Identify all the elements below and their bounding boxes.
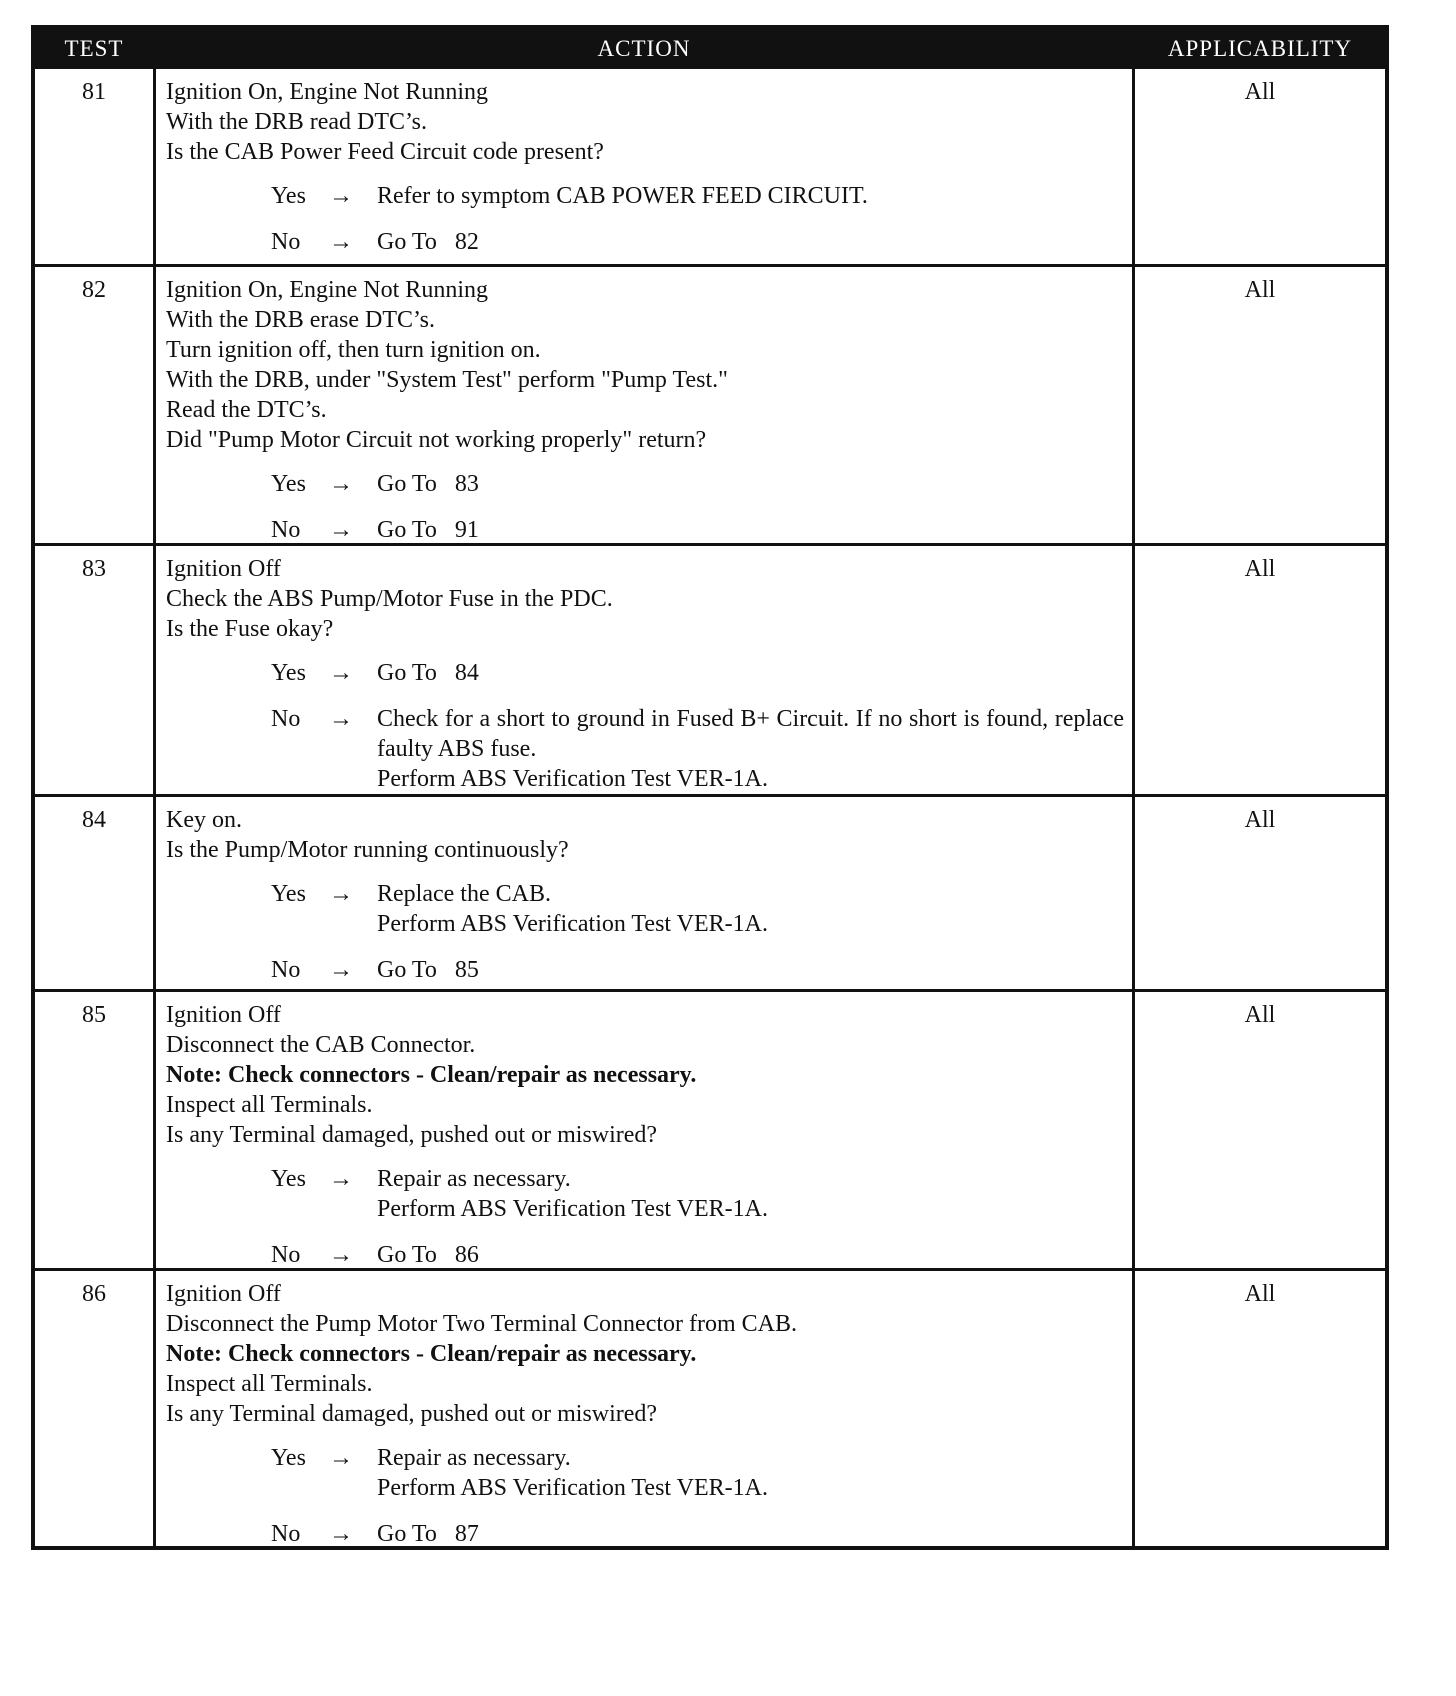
- action-line: Ignition On, Engine Not Running: [166, 79, 488, 105]
- action-cell: [153, 797, 1135, 989]
- test-number: 85: [82, 1002, 106, 1028]
- branch-answer: No: [271, 517, 301, 543]
- table-row: [35, 69, 1385, 264]
- branch-result: [377, 1443, 1124, 1503]
- branch-result: [377, 658, 1124, 688]
- branch-list: [166, 1443, 1124, 1549]
- action-line: Inspect all Terminals.: [166, 1371, 373, 1397]
- branch-result: [377, 181, 1124, 211]
- branch-yes: [271, 658, 1124, 688]
- arrow-icon: →: [329, 471, 353, 497]
- branch-result: [377, 469, 1124, 499]
- action-line: Key on.: [166, 807, 242, 833]
- result-line: Go To 86: [377, 1242, 479, 1268]
- action-cell: [153, 1271, 1135, 1546]
- branch-answer: No: [271, 229, 301, 255]
- action-line: With the DRB erase DTC’s.: [166, 307, 435, 333]
- test-number: 81: [82, 79, 106, 105]
- result-line: Refer to symptom CAB POWER FEED CIRCUIT.: [377, 183, 868, 209]
- branch-yes: [271, 1164, 1124, 1224]
- action-line: Read the DTC’s.: [166, 397, 327, 423]
- table-row: [35, 1268, 1385, 1546]
- action-line: Disconnect the Pump Motor Two Terminal Connector from CAB.: [166, 1311, 798, 1337]
- table-row: [35, 264, 1385, 543]
- test-number: 86: [82, 1281, 106, 1307]
- test-number: 82: [82, 277, 106, 303]
- result-line: Perform ABS Verification Test VER-1A.: [377, 911, 768, 937]
- applicability-cell: All: [1244, 277, 1276, 303]
- result-line: Repair as necessary.: [377, 1445, 571, 1471]
- test-number: 83: [82, 556, 106, 582]
- arrow-icon: →: [329, 881, 353, 907]
- branch-list: [166, 181, 1124, 257]
- branch-answer: Yes: [271, 881, 306, 907]
- table-row: [35, 794, 1385, 989]
- branch-yes: [271, 181, 1124, 211]
- branch-answer: No: [271, 1521, 301, 1547]
- branch-no: [271, 227, 1124, 257]
- applicability-cell: All: [1244, 1002, 1276, 1028]
- branch-no: [271, 1240, 1124, 1270]
- action-line: Ignition Off: [166, 556, 281, 582]
- arrow-icon: →: [329, 660, 353, 686]
- action-line: With the DRB read DTC’s.: [166, 109, 427, 135]
- table-header: [35, 29, 1385, 69]
- action-line: Is the Fuse okay?: [166, 616, 334, 642]
- note-line: Note: Check connectors - Clean/repair as necessary.: [166, 1062, 697, 1088]
- branch-answer: Yes: [271, 660, 306, 686]
- note-line: Note: Check connectors - Clean/repair as necessary.: [166, 1341, 697, 1367]
- arrow-icon: →: [329, 517, 353, 543]
- table-row: [35, 543, 1385, 794]
- action-line: With the DRB, under "System Test" perform "Pump Test.": [166, 367, 728, 393]
- branch-answer: Yes: [271, 1166, 306, 1192]
- arrow-icon: →: [329, 1521, 353, 1547]
- result-line: Go To 87: [377, 1521, 479, 1547]
- branch-list: [166, 1164, 1124, 1270]
- header-test: TEST: [64, 36, 124, 61]
- action-line: Is any Terminal damaged, pushed out or miswired?: [166, 1401, 658, 1427]
- result-line: Go To 84: [377, 660, 479, 686]
- header-applicability: APPLICABILITY: [1167, 36, 1353, 61]
- branch-answer: No: [271, 1242, 301, 1268]
- action-line: Is the CAB Power Feed Circuit code present?: [166, 139, 604, 165]
- applicability-cell: All: [1244, 556, 1276, 582]
- branch-no: [271, 515, 1124, 545]
- branch-answer: No: [271, 706, 301, 732]
- branch-yes: [271, 879, 1124, 939]
- result-line: Repair as necessary.: [377, 1166, 571, 1192]
- branch-answer: No: [271, 957, 301, 983]
- action-cell: [153, 69, 1135, 264]
- result-line: Perform ABS Verification Test VER-1A.: [377, 766, 768, 792]
- result-line: Perform ABS Verification Test VER-1A.: [377, 1475, 768, 1501]
- action-line: Is the Pump/Motor running continuously?: [166, 837, 569, 863]
- table-body: [35, 69, 1385, 1546]
- branch-result: [377, 704, 1130, 794]
- action-line: Ignition On, Engine Not Running: [166, 277, 488, 303]
- branch-result: [377, 1519, 1124, 1549]
- arrow-icon: →: [329, 183, 353, 209]
- branch-result: [377, 879, 1124, 939]
- branch-result: [377, 1240, 1124, 1270]
- branch-result: [377, 955, 1124, 985]
- branch-result: [377, 515, 1124, 545]
- diagnostic-table: [31, 25, 1389, 1550]
- branch-no: [271, 704, 1130, 794]
- branch-result: [377, 227, 1124, 257]
- action-cell: [153, 546, 1135, 794]
- branch-answer: Yes: [271, 183, 306, 209]
- action-line: Did "Pump Motor Circuit not working properly" return?: [166, 427, 707, 453]
- header-action: ACTION: [597, 36, 691, 61]
- result-line: Replace the CAB.: [377, 881, 551, 907]
- table-row: [35, 989, 1385, 1268]
- result-line: Go To 83: [377, 471, 479, 497]
- applicability-cell: All: [1244, 79, 1276, 105]
- branch-answer: Yes: [271, 1445, 306, 1471]
- test-number: 84: [82, 807, 106, 833]
- action-line: Ignition Off: [166, 1002, 281, 1028]
- result-line: Perform ABS Verification Test VER-1A.: [377, 1196, 768, 1222]
- action-cell: [153, 992, 1135, 1268]
- action-line: Inspect all Terminals.: [166, 1092, 373, 1118]
- result-line: Go To 91: [377, 517, 479, 543]
- applicability-cell: All: [1244, 807, 1276, 833]
- arrow-icon: →: [329, 1445, 353, 1471]
- branch-yes: [271, 469, 1124, 499]
- arrow-icon: →: [329, 1166, 353, 1192]
- result-line: Check for a short to ground in Fused B+ Circuit. If no short is found, replace faulty ABS fuse.: [377, 706, 1130, 762]
- action-line: Disconnect the CAB Connector.: [166, 1032, 476, 1058]
- branch-answer: Yes: [271, 471, 306, 497]
- action-line: Turn ignition off, then turn ignition on.: [166, 337, 541, 363]
- branch-no: [271, 955, 1124, 985]
- branch-result: [377, 1164, 1124, 1224]
- branch-list: [166, 469, 1124, 545]
- arrow-icon: →: [329, 957, 353, 983]
- action-cell: [153, 267, 1135, 543]
- arrow-icon: →: [329, 229, 353, 255]
- arrow-icon: →: [329, 1242, 353, 1268]
- result-line: Go To 82: [377, 229, 479, 255]
- arrow-icon: →: [329, 706, 353, 732]
- branch-list: [166, 658, 1130, 794]
- action-line: Is any Terminal damaged, pushed out or miswired?: [166, 1122, 658, 1148]
- branch-yes: [271, 1443, 1124, 1503]
- result-line: Go To 85: [377, 957, 479, 983]
- action-line: Check the ABS Pump/Motor Fuse in the PDC.: [166, 586, 613, 612]
- applicability-cell: All: [1244, 1281, 1276, 1307]
- branch-no: [271, 1519, 1124, 1549]
- action-line: Ignition Off: [166, 1281, 281, 1307]
- branch-list: [166, 879, 1124, 985]
